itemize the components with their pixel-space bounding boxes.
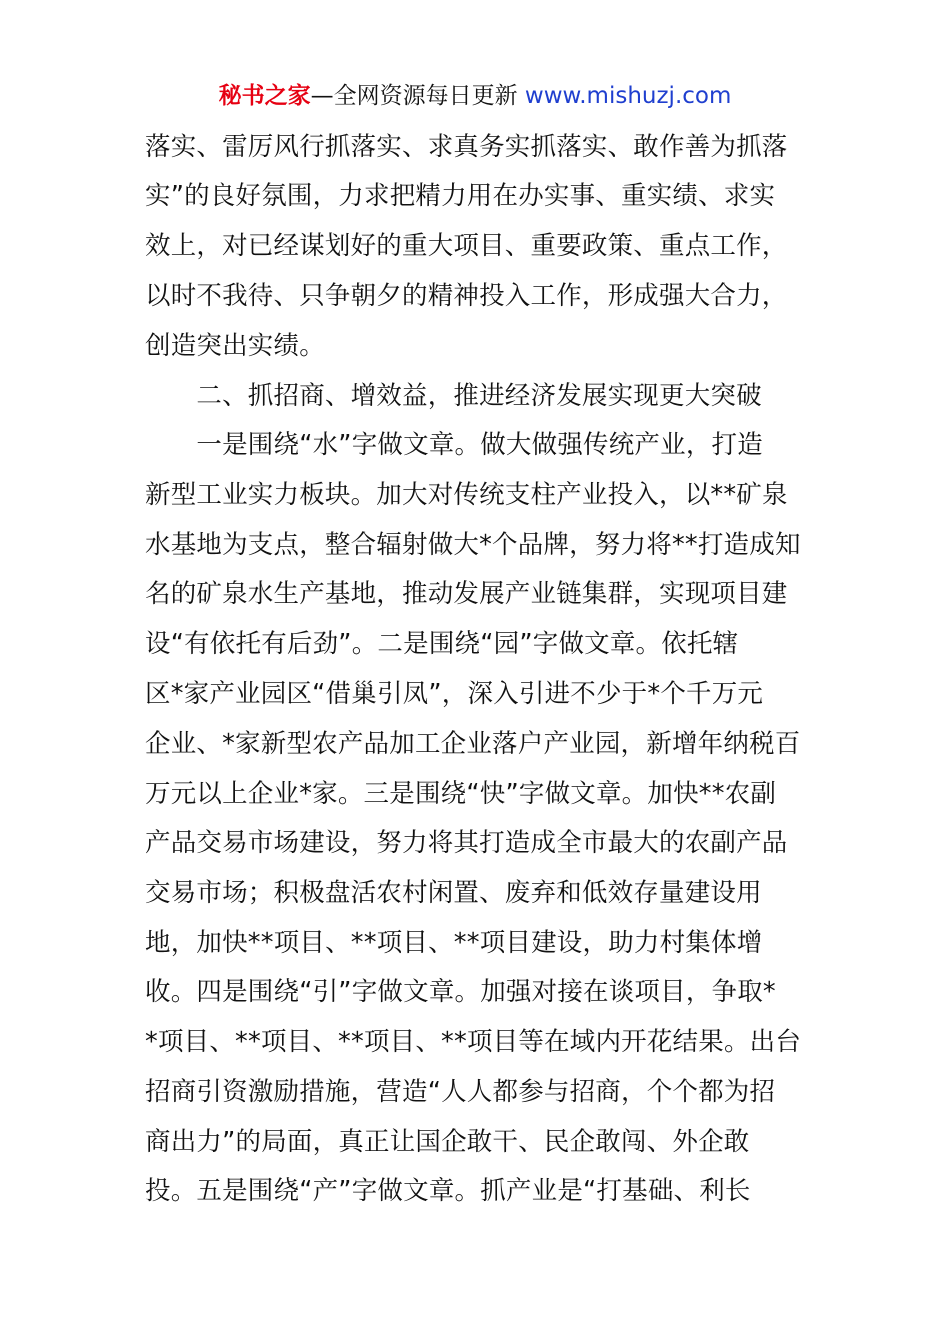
body-text-line: 收。四是围绕“引”字做文章。加强对接在谈项目，争取* [145,977,776,1007]
body-text-line: 地，加快**项目、**项目、**项目建设，助力村集体增 [145,928,763,958]
header-url-link[interactable]: www.mishuzj.com [524,83,732,109]
body-text-line: 实”的良好氛围，力求把精力用在办实事、重实绩、求实 [145,181,776,211]
section-heading: 二、抓招商、增效益，推进经济发展实现更大突破 [145,381,762,411]
body-text-line: 招商引资激励措施，营造“人人都参与招商，个个都为招 [145,1077,776,1107]
body-text-line: 区*家产业园区“借巢引凤”，深入引进不少于*个千万元 [145,679,764,709]
body-text-line: 新型工业实力板块。加大对传统支柱产业投入，以**矿泉 [145,480,788,510]
body-text-line: 落实、雷厉风行抓落实、求真务实抓落实、敢作善为抓落 [145,132,788,162]
header-brand: 秘书之家 [218,83,311,109]
header-tagline: —全网资源每日更新 [310,83,525,109]
body-text-line: 设“有依托有后劲”。二是围绕“园”字做文章。依托辖 [145,629,739,659]
body-text-line: 交易市场；积极盘活农村闲置、废弃和低效存量建设用 [145,878,762,908]
page-header [0,78,950,114]
body-text-line: 企业、*家新型农产品加工企业落户产业园，新增年纳税百 [145,729,801,759]
body-text-line: 一是围绕“水”字做文章。做大做强传统产业，打造 [145,430,763,460]
body-text-line: 效上，对已经谋划好的重大项目、重要政策、重点工作， [145,231,788,261]
body-text-line: 商出力”的局面，真正让国企敢干、民企敢闯、外企敢 [145,1127,750,1157]
body-text-line: 水基地为支点，整合辐射做大*个品牌，努力将**打造成知 [145,530,801,560]
body-text-line: 投。五是围绕“产”字做文章。抓产业是“打基础、利长 [145,1176,751,1206]
body-text-line: 万元以上企业*家。三是围绕“快”字做文章。加快**农副 [145,779,777,809]
body-text-line: 产品交易市场建设，努力将其打造成全市最大的农副产品 [145,828,788,858]
body-text-line: *项目、**项目、**项目、**项目等在域内开花结果。出台 [145,1027,802,1057]
body-text-line: 名的矿泉水生产基地，推动发展产业链集群，实现项目建 [145,579,788,609]
body-text-line: 以时不我待、只争朝夕的精神投入工作，形成强大合力， [145,281,788,311]
body-text-line: 创造突出实绩。 [145,331,325,361]
